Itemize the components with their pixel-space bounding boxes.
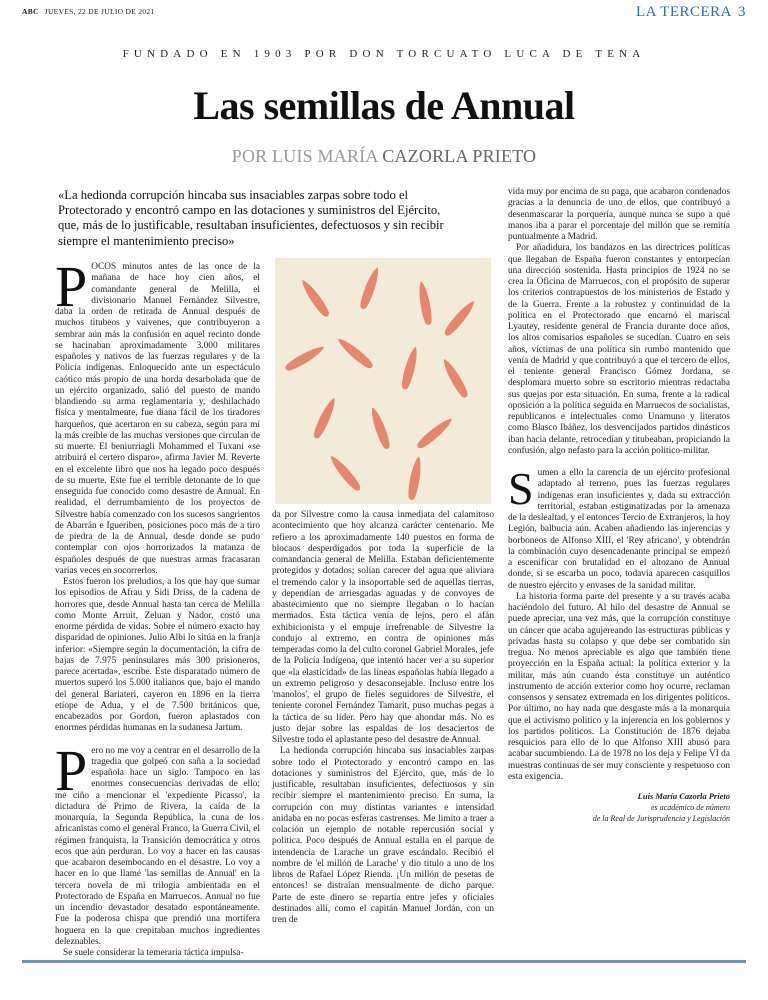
founded-line: FUNDADO EN 1903 POR DON TORCUATO LUCA DE TENA (122, 48, 646, 60)
byline-author: CAZORLA PRIETO (382, 146, 537, 166)
byline-prefix: POR LUIS MARÍA (231, 146, 378, 166)
paragraph: La historia forma parte del presente y a su través acaba haciéndolo del futuro. Al hilo del desastre de Annual se puede apreciar, una vez más, que la corrupción constituye un cáncer que acaba agujereando las estructuras públicas y privadas hasta su colapso y que debe ser combatido sin tregua. No menos apreciable es algo que también tiene proyección en la España actual: la política exterior y la militar, más aún cuando ésta constituye un auténtico instrumento de acción exterior como hoy ocurre, reclaman consensos y sensatez extremada en los dirigentes políticos. Por último, no hay nada que desgaste más a la monarquía que el activismo político y la injerencia en los gobiernos y los partidos políticos. La Constitución de 1876 dejaba resquicios para ello de lo que Alfonso XIII abusó para acabar sucumbiendo. La de 1978 no los deja y Felipe VI da muestras continuas de ser muy consciente y respetuoso con esta exigencia. (508, 591, 730, 782)
signature-line-2: de la Real de Jurisprudencia y Legislación (592, 814, 730, 823)
column-3 (508, 187, 730, 824)
seeds-illustration (275, 258, 491, 504)
paragraph: vida muy por encima de su paga, que acabaron condenados gracias a la denuncia de uno de ellos, que contribuyó a desenmascarar la porquería, aunque nunca se supo a qué manos iba a parar el porcentaje del millón que se remitía puntualmente a Madrid. (508, 187, 730, 242)
seed-mark (417, 281, 434, 326)
bottom-rule (22, 960, 746, 963)
column-1 (55, 254, 260, 959)
seed-mark (327, 453, 363, 493)
seed-mark (400, 346, 421, 391)
paragraph: La hedionda corrupción hincaba sus insaciables zarpas sobre todo el Protectorado y encontró campo en las dotaciones y suministros del Ejército, que, más de lo justificable, resultaban insuficientes, defectuosos y sin recibir siempre el mantenimiento preciso. En suma, la corrupción con muy distintas variantes e intensidad anidaba en no pocas esferas castrenses. Me limito a traer a colación un ejemplo de notable repercusión social y política. Poco después de Annual estalla en el parque de intendencia de Larache un grave escándalo. Recibió el nombre de 'el millón de Larache' y dio título a uno de los libros de Rafael López Rienda. ¡Un millón de pesetas de entonces! se distraían mensualmente de dicho parque. Parte de este dinero se repartía entre jefes y oficiales destinados allí, como el capitán Manuel Jordán, con un tren de (272, 746, 494, 925)
byline (0, 146, 768, 167)
seed-mark (368, 406, 392, 451)
author-signature (508, 791, 730, 824)
signature-line-1: es académico de número (650, 803, 730, 812)
seed-mark (407, 456, 424, 501)
seed-mark (311, 396, 338, 440)
paragraph: da por Silvestre como la causa inmediata del calamitoso acontecimiento que hoy alcanza carácter centenario. Me refiero a los aproximadamente 140 puestos en forma de blocaos desperdigados por toda la superficie de la comandancia general de Melilla. Estaban deficientemente protegidos y dotados; solían carecer del agua que aliviara el tremendo calor y la insoportable sed de aquellas tierras, y dependían de arriesgadas aguadas y de convoyes de abastecimiento que no siempre llegaban o lo hacían mermados. Esta táctica venía de lejos, pero el afán exhibicionista y el empuje irrefrenable de Silvestre la condujo al extremo, en contra de opiniones más temperadas como la del culto coronel Gabriel Morales, jefe de la Policía Indígena, que intentó hacer ver a su superior que «la elasticidad» de las líneas españolas había llegado a un extremo peligroso y desaconsejable. Incluso entre los 'manolos', el grupo de fieles seguidores de Silvestre, el teniente coronel Fernández Tamarit, puso muchas pegas a la táctica de su líder. Pero hay que ahondar más. No es justo dejar sobre las espaldas de los desaciertos de Silvestre todo el aplastante peso del desastre de Annual. (272, 510, 494, 745)
page-number: 3 (738, 4, 746, 20)
paragraph: Se suele considerar la temeraria táctica impulsa- (63, 948, 244, 958)
seed-mark (283, 343, 326, 373)
seed-mark (335, 335, 375, 371)
pull-quote: «La hedionda corrupción hincaba sus insaciables zarpas sobre todo el Protectorado y encontró campo en las dotaciones y suministros del Ejército, que, más de lo justificable, resultaban insuficientes, defectuosos y sin recibir siempre el mantenimiento preciso» (58, 188, 444, 248)
article-illustration (275, 258, 491, 504)
paragraph: POCOS minutos antes de las once de la mañana de hace hoy cien años, el comandante general de Melilla, el divisionario Manuel Fernández Silvestre, daba la orden de retirada de Annual después de muchos titubeos y vaivenes, que contribuyeron a sembrar aún más la confusión en aquel recinto donde se hacinaban aproximadamente 3.000 militares españoles y nativos de las fuerzas regulares y de la Policía indígenas. Enloquecido ante un espectáculo caótico más propio de una horda desarbolada que de un ejército organizado, salió del puesto de mando blandiendo su arma reglamentaria y, deshilachado física y mentalmente, fue diana fácil de los tiradores harqueños, que acertaron en su cabeza, según para mí la más creíble de las muchas versiones que circulan de su muerte. El beniurriagli Mohammed el Tuxani «se atribuirá el certero disparo», afirma Javier M. Reverte en el excelente libro que nos ha legado poco después de su muerte. Este fue el terrible detonante de lo que enseguida fue conocido como desastre de Annual. En realidad, el derrumbamiento de los proyectos de Silvestre había comenzado con los sucesos sangrientos de Abarrán e Igueriben, posiciones poco más de a tiro de piedra de la de Annual, desde donde se pudo contemplar con ojos horrorizados la matanza de españoles después de que nuestras armas fracasaran varias veces en socorrerlos. (55, 254, 260, 576)
paragraph: Por añadidura, los bandazos en las directrices políticas que llegaban de España fueron constantes y entorpecían una dirección sostenida. Hasta principios de 1924 no se crea la Oficina de Marruecos, con el propósito de superar los criterios contrapuestos de los ministerios de Estado y de la Guerra. Frente a la robustez y continuidad de la política en el Protectorado que encarnó el mariscal Lyautey, residente general de Francia durante doce años, los altos comisarios españoles se sucedían. Cuatro en seis años, víctimas de una política sin rumbo mantenido que venía de Madrid y que contribuyó a que el tercero de ellos, el teniente general Francisco Gómez Jordana, se desplomara muerto sobre su escritorio mientras redactaba sus quejas por esta situación. En suma, frente a la radical oposición a la política seguida en Marruecos de socialistas, republicanos e intelectuales como Unamuno y literatos como Blasco Ibáñez, los desvencijados partidos dinásticos iban hacia delante, retrocedían y titubeaban, propiciando la confusión, algo nefasto para la acción político-militar. (508, 243, 730, 456)
seed-mark (358, 266, 382, 311)
column-2 (272, 510, 494, 926)
paragraph: Estos fueron los preludios, a los que hay que sumar los episodios de Afrau y Sidi Driss, de la cadena de horrores que, desde Annual hasta tan cerca de Melilla como Monte Arruit, Zeluan y Nador, costó una enorme pérdida de vidas. Sobre el número exacto hay disparidad de opiniones. Julio Albi lo sitúa en la franja inferior: «Siempre según la documentación, la cifra de bajas de 7.975 peninsulares más 300 prisioneros, parece acertada», escribe. Este disparatado número de muertos superó los 5.000 italianos que, bajo el mando del general Bariateri, cayeron en 1896 en la tierra etíope de Adua, y el de 7.500 británicos que, encabezados por Gordon, fueron aplastados con enormes pérdidas humanas en la sudanesa Jartum. (55, 577, 260, 734)
top-bar (22, 4, 746, 22)
section-name: LA TERCERA (636, 4, 732, 20)
issue-date: JUEVES, 22 DE JULIO DE 2021 (44, 7, 155, 16)
drop-cap: S (508, 463, 534, 514)
article-title: Las semillas de Annual (193, 83, 575, 128)
seed-mark (299, 277, 332, 319)
signature-name: Luis María Cazorla Prieto (637, 791, 730, 801)
section-header (630, 4, 746, 21)
seed-mark (415, 415, 455, 451)
paragraph: Pero no me voy a centrar en el desarrollo de la tragedia que golpeó con saña a la sociedad española hace un siglo. Tampoco en las enormes consecuencias derivadas de ello; me ciño a mencionar el 'expediente Picasso', la dictadura de Primo de Rivera, la caída de la monarquía, la Segunda República, la cuna de los africanistas como el general Franco, la Guerra Civil, el régimen franquista, la Transición democrática y otros ecos que aún perduran. Lo voy a hacer en las causas que acabaron desembocando en el desastre. Lo voy a hacer en lo que llamé 'las semillas de Annual' en la tercera novela de mi trilogía ambientada en el Protectorado de España en Marruecos. Annual no fue un incendio devastador desatado espontáneamente. Fue la poderosa chispa que prendió una mortífera hoguera en la que crepitaban muchos ingredientes deleznables. (55, 737, 260, 947)
newspaper-logo: ABC (22, 7, 39, 16)
page-meta (22, 7, 155, 16)
drop-cap: P (55, 254, 88, 319)
seed-mark (442, 298, 478, 338)
drop-cap: P (55, 737, 88, 803)
seed-mark (440, 357, 470, 400)
paragraph: Sumen a ello la carencia de un ejército profesional adaptado al terreno, pues las fuerzas regulares indígenas eran insuficientes y, dada su extracción territorial, estaban estigmatizadas por la amenaza de la deslealtad, y el entonces Tercio de Extranjeros, la hoy Legión, balbucía aún. Acaben añadiendo las injerencias y borboneos de Alfonso XIII, el 'Rey africano', y obtendrán la combinación cuyo desencadenante principal se empezó a escenificar con brutalidad en el altozano de Annual donde, si se escarba un poco, todavía aparecen casquillos de nuestro ejército y envases de la sanidad militar. (508, 463, 730, 591)
